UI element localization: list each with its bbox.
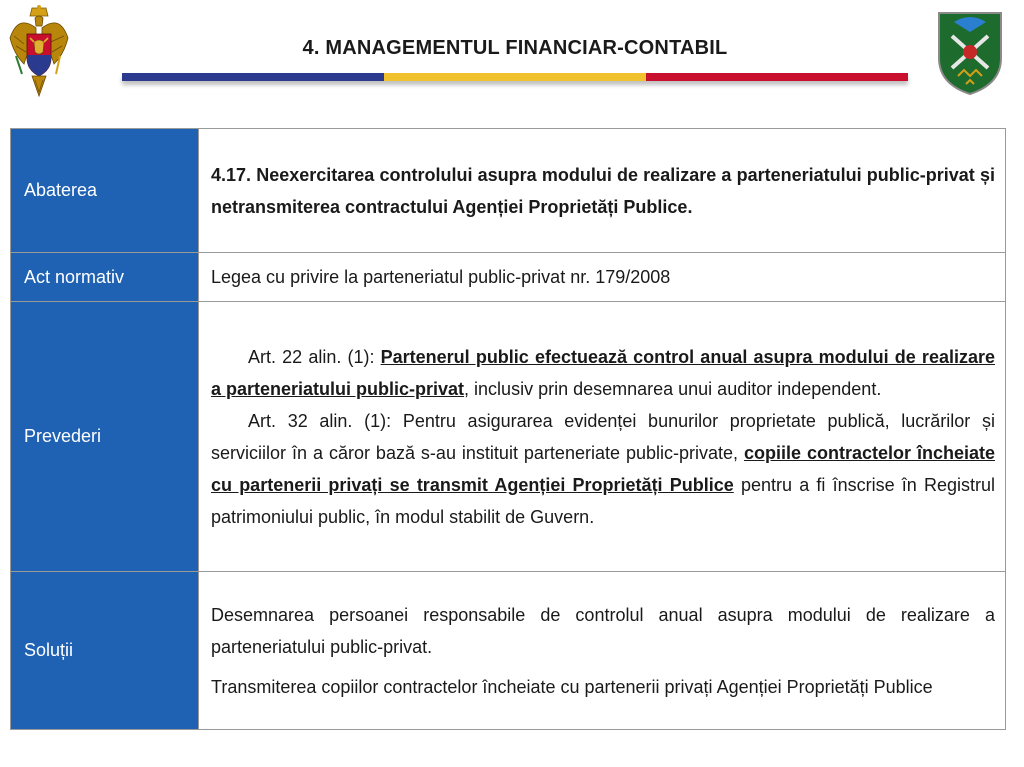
deviation-text: 4.17. Neexercitarea controlului asupra modului de realizare a parteneriatului public-privat și netransmiterea contractului Agenției Proprietăți Publice. xyxy=(199,129,1006,253)
provision-art-32-emphasis: copiile contractelor încheiate cu partenerii privați se transmit Agenției Proprietăți Publice xyxy=(211,442,996,495)
normative-act-text: Legea cu privire la parteneriatul public-privat nr. 179/2008 xyxy=(199,253,1006,302)
provision-art-22 xyxy=(211,341,995,405)
row-label-solutii: Soluții xyxy=(11,572,199,730)
provision-art-22-suffix: , inclusiv prin desemnarea unui auditor independent. xyxy=(464,378,882,399)
row-label-act-normativ: Act normativ xyxy=(11,253,199,302)
table-row xyxy=(11,302,1006,572)
provisions-cell xyxy=(199,302,1006,572)
page-title: 4. MANAGEMENTUL FINANCIAR-CONTABIL xyxy=(302,37,728,59)
divider-blue-segment xyxy=(122,73,384,81)
provision-art-32-suffix: pentru a fi înscrise în Registrul patrimoniului public, în modul stabilit de Guvern. xyxy=(211,474,995,527)
solutions-cell xyxy=(199,572,1006,730)
provision-art-32-prefix: Art. 32 alin. (1): Pentru asigurarea evidenței bunurilor proprietate publică, lucrărilor și serviciilor în a căror bază s-au instituit parteneriate public-private, xyxy=(211,410,995,463)
divider-yellow-segment xyxy=(384,73,646,81)
row-label-prevederi: Prevederi xyxy=(11,302,199,572)
solution-1: Desemnarea persoanei responsabile de controlul anual asupra modului de realizare a parteneriatului public-privat. xyxy=(211,604,995,657)
provision-art-22-prefix: Art. 22 alin. (1): xyxy=(248,346,381,367)
agency-emblem-icon xyxy=(936,10,1004,96)
tricolor-divider xyxy=(122,73,908,81)
table-row xyxy=(11,253,1006,302)
row-label-abaterea: Abaterea xyxy=(11,129,199,253)
audit-findings-table xyxy=(10,128,1006,730)
moldova-coat-of-arms-icon xyxy=(8,4,70,102)
provision-art-22-emphasis: Partenerul public efectuează control anual asupra modului de realizare a parteneriatului public-privat xyxy=(211,346,995,399)
table-row xyxy=(11,572,1006,730)
table-row xyxy=(11,129,1006,253)
solution-2: Transmiterea copiilor contractelor încheiate cu partenerii privați Agenției Proprietăți Publice xyxy=(211,676,933,697)
provision-art-32 xyxy=(211,405,995,533)
divider-red-segment xyxy=(646,73,908,81)
